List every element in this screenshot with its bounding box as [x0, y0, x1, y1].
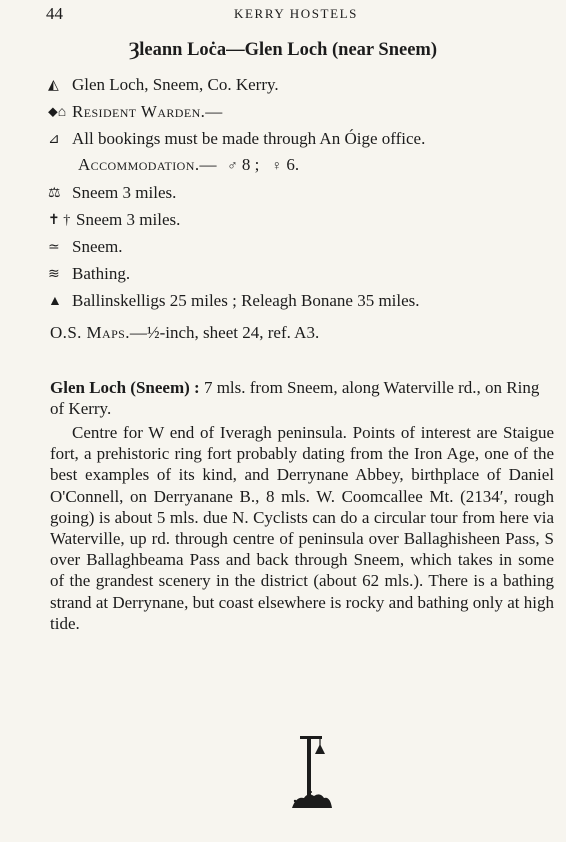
- accommodation-line: Accommodation.— ♂ 8 ; ♀ 6.: [78, 155, 300, 174]
- women-icon: ♀: [271, 159, 283, 174]
- bathing-line: ≋ Bathing.: [48, 263, 130, 286]
- page-header: [46, 4, 546, 24]
- post-line: ≃ Sneem.: [48, 236, 123, 259]
- title-english: —Glen Loch (near Sneem): [226, 40, 437, 60]
- men-icon: ♂: [227, 159, 238, 174]
- nearest-hostel-icon: ▲: [48, 294, 62, 309]
- hostel-title: [0, 40, 566, 61]
- nearest-hostels-line: ▲ Ballinskelligs 25 miles ; Releagh Bonane 35 miles.: [48, 290, 420, 313]
- description-heading: Glen Loch (Sneem) : 7 mls. from Sneem, along Waterville rd., on Ring of Kerry.: [50, 378, 540, 419]
- signpost-ornament-icon: [286, 730, 336, 810]
- address-line: ◭ Glen Loch, Sneem, Co. Kerry.: [48, 74, 279, 97]
- shop-scales-icon: ⚖: [48, 186, 61, 201]
- warden-icon: ⬥⌂: [48, 105, 67, 120]
- running-head: KERRY HOSTELS: [234, 6, 358, 21]
- shop-line: ⚖ Sneem 3 miles.: [48, 182, 176, 205]
- booking-icon: ⊿: [48, 132, 60, 147]
- page-number: 44: [46, 4, 63, 23]
- post-icon: ≃: [48, 240, 60, 255]
- hostel-triangle-icon: ◭: [48, 78, 59, 93]
- men-beds: 8: [241, 155, 251, 174]
- bookings-line: ⊿ All bookings must be made through An Óige office.: [48, 128, 425, 151]
- church-line: ✝ † Sneem 3 miles.: [48, 209, 180, 232]
- description-body: Centre for W end of Iveragh peninsula. Points of interest are Staigue fort, a prehistoric ring fort probably dating from the Iron Age, one of the best examples of its kind, and Derrynane Abbey, birthplace of Daniel O'Connell, on Derryanane B., 8 mls. W. Coomcallee Mt. (2134′, rough going) is about 5 mls. due N. Cyclists can do a circular tour from here via Waterville, up rd. through centre of peninsula over Ballaghisheen Pass, S over Ballaghbeama Pass and back through Sneem, which takes in some of the grandest scenery in the district (about 62 mls.). There is a bathing strand at Derrynane, but coast elsewhere is rocky and bathing only at high tide.: [50, 423, 554, 633]
- women-beds: 6.: [286, 155, 300, 174]
- warden-line: ⬥⌂ Resident Warden.—: [48, 101, 223, 124]
- title-irish: Ȝleann Loċa: [129, 40, 227, 60]
- bathing-waves-icon: ≋: [48, 267, 60, 282]
- maps-line: O.S. Maps.—½-inch, sheet 24, ref. A3.: [50, 323, 320, 342]
- church-cross-icon: ✝ †: [48, 213, 71, 228]
